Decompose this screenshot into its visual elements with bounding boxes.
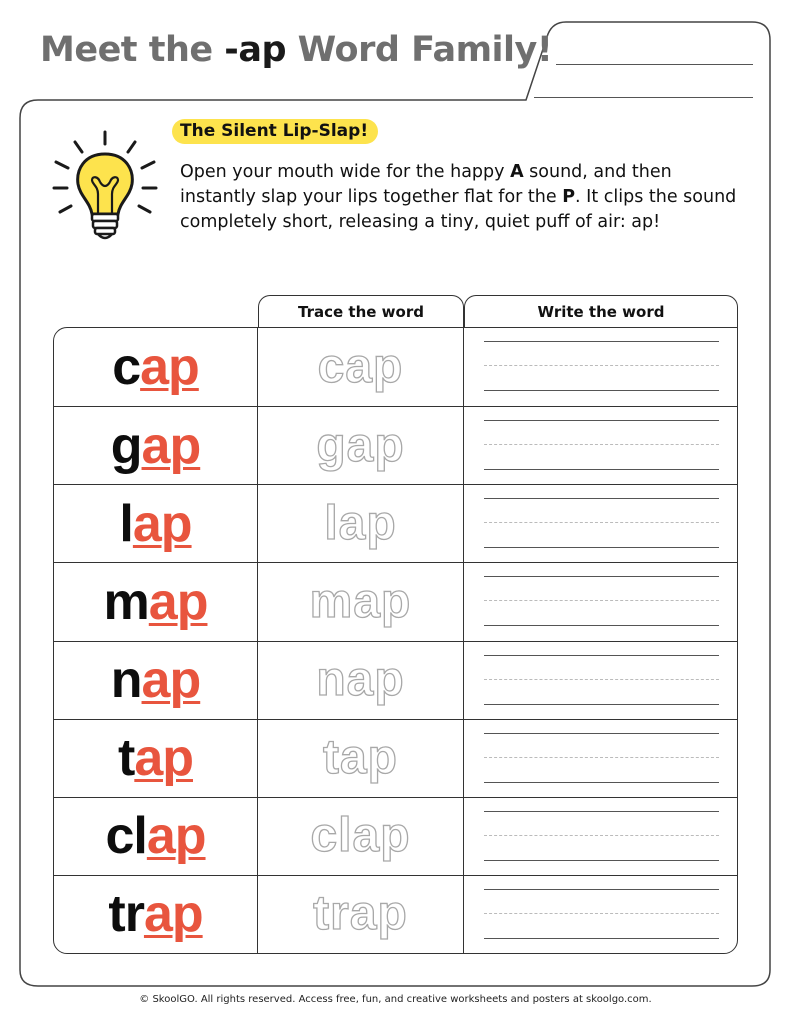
column-header-write: Write the word [464, 295, 738, 327]
title-highlight: -ap [224, 30, 286, 70]
trace-cell[interactable] [258, 485, 464, 562]
word-rime: ap [141, 416, 201, 475]
writing-top-line [484, 420, 719, 421]
write-cell[interactable] [484, 876, 719, 953]
trace-word: clap [310, 809, 411, 863]
page-title: Meet the -ap Word Family! [40, 30, 553, 70]
writing-base-line [484, 782, 719, 783]
table-row [54, 875, 737, 953]
word-onset: g [110, 416, 142, 475]
family-word [105, 807, 206, 866]
word-rime: ap [146, 807, 206, 866]
writing-base-line [484, 390, 719, 391]
column-header-trace: Trace the word [258, 295, 464, 327]
trace-cell[interactable] [258, 876, 464, 953]
writing-mid-line [484, 522, 719, 523]
trace-cell[interactable] [258, 642, 464, 719]
trace-cell[interactable] [258, 798, 464, 875]
tip-heading: The Silent Lip-Slap! [172, 119, 378, 144]
writing-base-line [484, 547, 719, 548]
trace-cell[interactable] [258, 407, 464, 484]
write-cell[interactable] [484, 642, 719, 719]
table-row [54, 562, 737, 640]
family-word [108, 885, 203, 944]
word-rime: ap [148, 572, 208, 631]
table-row [54, 797, 737, 875]
bold-letter-p: P [562, 187, 576, 207]
word-cell [54, 563, 258, 640]
table-row [54, 641, 737, 719]
word-rime: ap [140, 338, 199, 397]
write-cell[interactable] [484, 407, 719, 484]
writing-mid-line [484, 365, 719, 366]
footer-copyright: © SkoolGO. All rights reserved. Access free, fun, and creative worksheets and posters at skoolgo.com. [139, 994, 652, 1005]
trace-word: gap [316, 418, 405, 472]
writing-top-line [484, 811, 719, 812]
write-cell[interactable] [484, 563, 719, 640]
name-line-top [556, 64, 753, 65]
writing-base-line [484, 704, 719, 705]
family-word [117, 729, 193, 788]
writing-mid-line [484, 913, 719, 914]
table-row [54, 406, 737, 484]
write-cell[interactable] [484, 798, 719, 875]
name-line-bottom [534, 97, 753, 98]
family-word [110, 416, 201, 475]
word-rime: ap [141, 651, 201, 710]
trace-cell[interactable] [258, 720, 464, 797]
family-word [110, 651, 201, 710]
writing-base-line [484, 860, 719, 861]
trace-word: nap [316, 653, 405, 707]
word-rime: ap [132, 494, 192, 553]
writing-mid-line [484, 600, 719, 601]
write-cell[interactable] [484, 485, 719, 562]
word-cell [54, 407, 258, 484]
writing-top-line [484, 655, 719, 656]
table-row [54, 484, 737, 562]
word-cell [54, 328, 258, 406]
writing-mid-line [484, 679, 719, 680]
family-word [112, 338, 199, 397]
tip-paragraph: Open your mouth wide for the happy A sound, and then instantly slap your lips together flat for the P. It clips the sound completely short, releasing a tiny, quiet puff of air: ap! [180, 162, 737, 232]
word-onset: t [117, 729, 135, 788]
lightbulb-icon [50, 128, 160, 248]
word-onset: l [119, 494, 133, 553]
trace-word: map [309, 574, 412, 628]
word-cell [54, 720, 258, 797]
write-cell[interactable] [484, 328, 719, 406]
word-onset: cl [105, 807, 147, 866]
table-row [54, 719, 737, 797]
word-onset: c [112, 338, 141, 397]
family-word [103, 572, 208, 631]
writing-mid-line [484, 835, 719, 836]
writing-mid-line [484, 444, 719, 445]
writing-top-line [484, 341, 719, 342]
writing-base-line [484, 938, 719, 939]
family-word [119, 494, 192, 553]
writing-top-line [484, 576, 719, 577]
trace-cell[interactable] [258, 328, 464, 406]
writing-base-line [484, 625, 719, 626]
writing-top-line [484, 889, 719, 890]
word-cell [54, 798, 258, 875]
trace-word: tap [323, 731, 398, 785]
word-table [53, 327, 738, 954]
word-cell [54, 876, 258, 953]
writing-top-line [484, 733, 719, 734]
trace-word: cap [317, 340, 404, 394]
word-cell [54, 642, 258, 719]
word-onset: m [103, 572, 149, 631]
trace-word: lap [324, 496, 397, 550]
write-cell[interactable] [484, 720, 719, 797]
table-row [54, 328, 737, 406]
word-onset: tr [108, 885, 144, 944]
trace-cell[interactable] [258, 563, 464, 640]
writing-mid-line [484, 757, 719, 758]
bold-letter-a: A [510, 162, 524, 182]
word-cell [54, 485, 258, 562]
word-rime: ap [143, 885, 203, 944]
writing-top-line [484, 498, 719, 499]
word-onset: n [110, 651, 142, 710]
trace-word: trap [313, 887, 408, 941]
word-rime: ap [134, 729, 193, 788]
writing-base-line [484, 469, 719, 470]
